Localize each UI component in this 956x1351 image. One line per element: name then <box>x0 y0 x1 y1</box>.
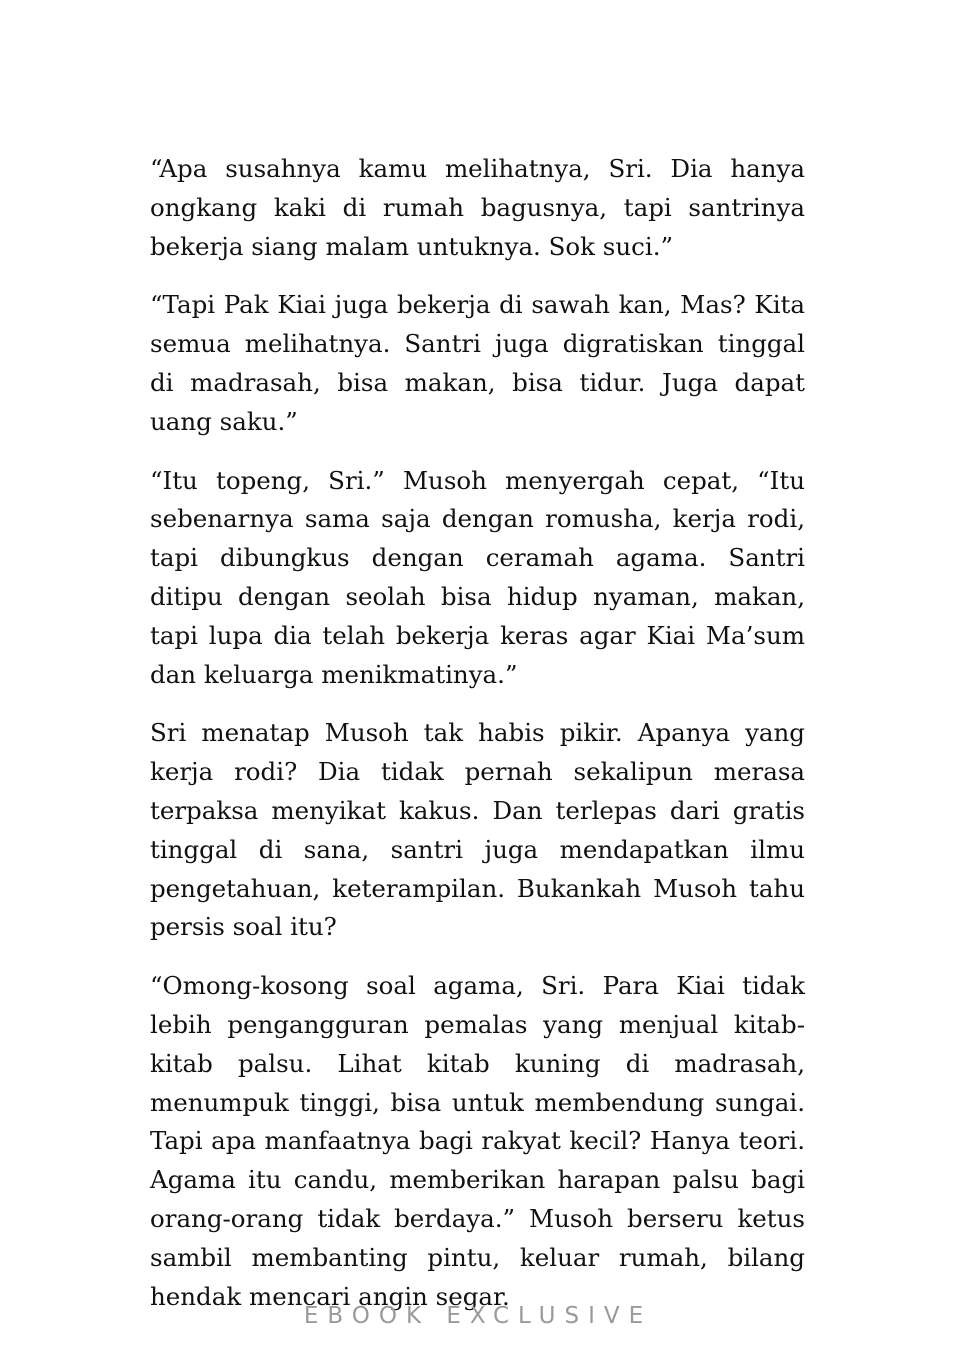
paragraph-1: “Apa susahnya kamu melihatnya, Sri. Dia hanya ongkang kaki di rumah bagusnya, tapi santrinya bekerja siang malam untuknya. Sok suci.” <box>150 154 805 261</box>
page-body <box>150 150 805 1336</box>
paragraph-5: “Omong-kosong soal agama, Sri. Para Kiai tidak lebih pengangguran pemalas yang menjual kitab-kitab palsu. Lihat kitab kuning di madrasah, menumpuk tinggi, bisa untuk membendung sungai. Tapi apa manfaatnya bagi rakyat kecil? Hanya teori. Agama itu candu, memberikan harapan palsu bagi orang-orang tidak berdaya.” Musoh berseru ketus sambil membanting pintu, keluar rumah, bilang hendak mencari angin segar. <box>150 971 805 1311</box>
paragraph-3: “Itu topeng, Sri.” Musoh menyergah cepat, “Itu sebenarnya sama saja dengan romusha, kerja rodi, tapi dibungkus dengan ceramah agama. Santri ditipu dengan seolah bisa hidup nyaman, makan, tapi lupa dia telah bekerja keras agar Kiai Ma’sum dan keluarga menikmatinya.” <box>150 465 805 689</box>
paragraph-4: Sri menatap Musoh tak habis pikir. Apanya yang kerja rodi? Dia tidak pernah sekalipun merasa terpaksa menyikat kakus. Dan terlepas dari gratis tinggal di sana, santri juga mendapatkan ilmu pengetahuan, keterampilan. Bukankah Musoh tahu persis soal itu? <box>150 718 805 942</box>
paragraph-2: “Tapi Pak Kiai juga bekerja di sawah kan, Mas? Kita semua melihatnya. Santri juga digratiskan tinggal di madrasah, bisa makan, bisa tidur. Juga dapat uang saku.” <box>150 290 805 436</box>
footer-label: EBOOK EXCLUSIVE <box>303 1303 653 1329</box>
